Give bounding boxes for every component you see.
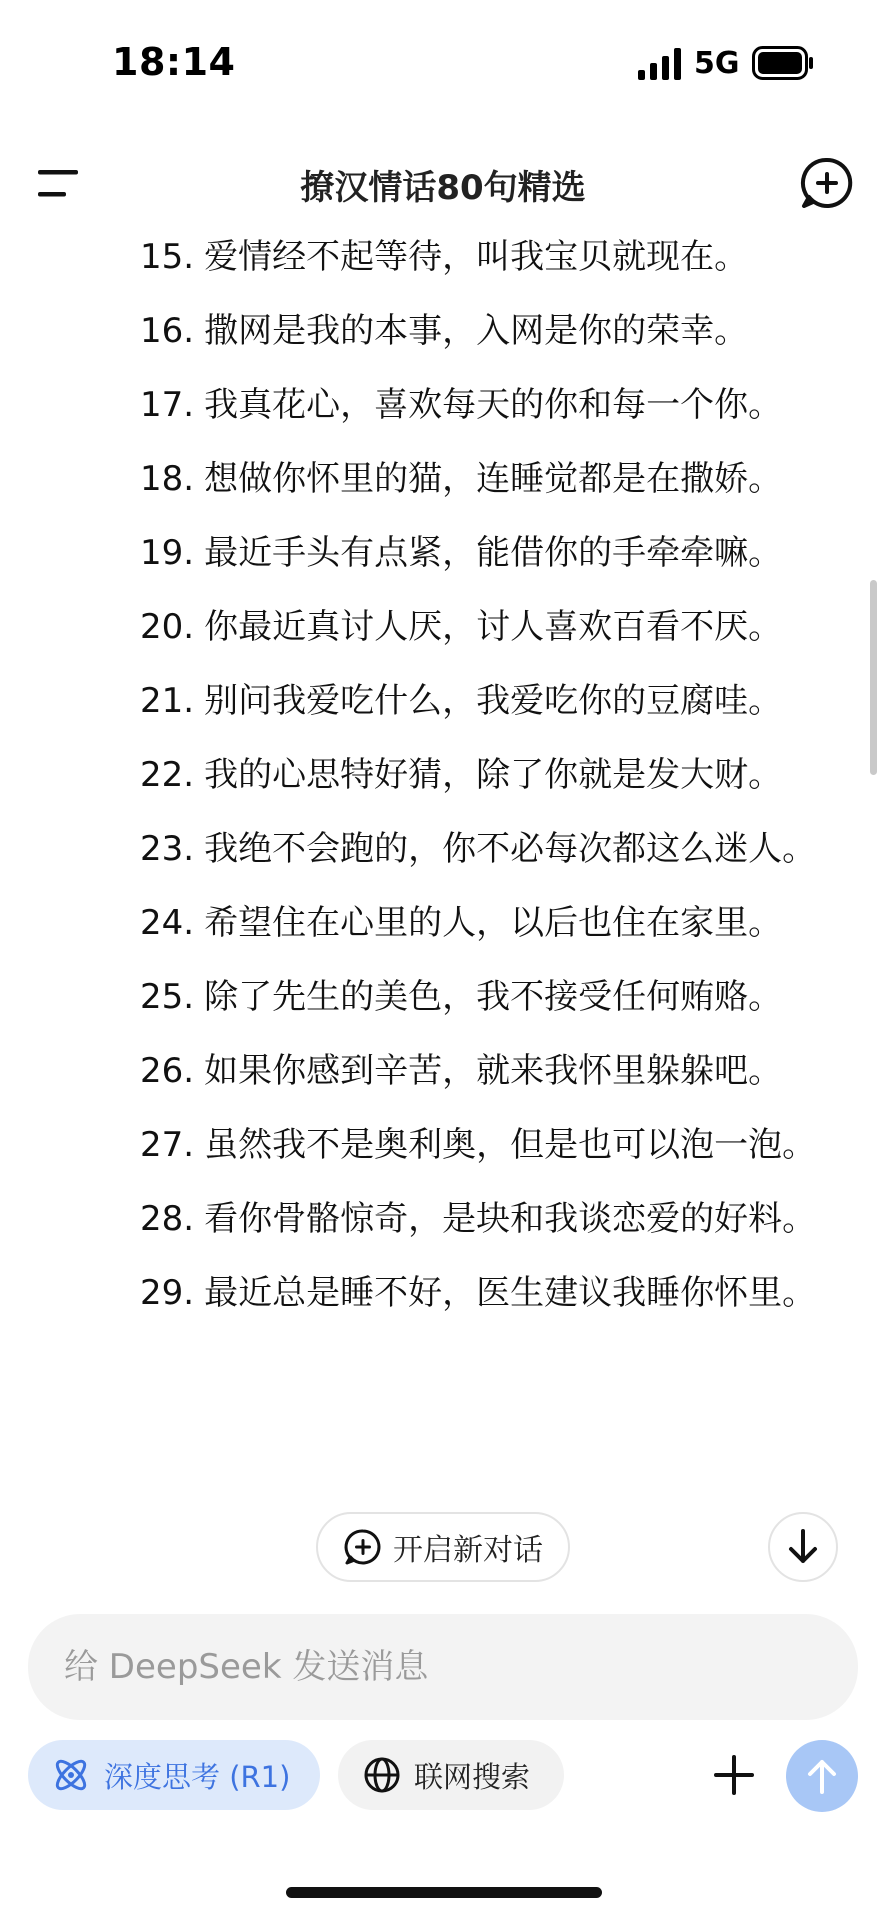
list-item <box>140 228 840 286</box>
list-item-number: 25. <box>140 977 195 1017</box>
list-item <box>140 376 840 434</box>
list-item-text: 最近手头有点紧，能借你的手牵牵嘛。 <box>204 533 783 573</box>
list-item-text: 虽然我不是奥利奥，但是也可以泡一泡。 <box>204 1125 817 1165</box>
list-item-text: 我真花心，喜欢每天的你和每一个你。 <box>204 385 783 425</box>
home-indicator <box>286 1887 602 1898</box>
list-item-number: 24. <box>140 903 195 943</box>
list-item <box>140 450 840 508</box>
plus-icon[interactable] <box>706 1747 762 1803</box>
list-item-text: 撒网是我的本事，入网是你的荣幸。 <box>204 311 749 351</box>
list-item-number: 18. <box>140 459 195 499</box>
list-item-text: 爱情经不起等待，叫我宝贝就现在。 <box>204 237 749 277</box>
list-item <box>140 1190 840 1248</box>
scroll-down-button[interactable] <box>768 1512 838 1582</box>
web-search-toggle[interactable] <box>338 1740 564 1810</box>
list-item-number: 28. <box>140 1199 195 1239</box>
list-item-number: 17. <box>140 385 195 425</box>
list-item <box>140 672 840 730</box>
list-item-text: 如果你感到辛苦，就来我怀里躲躲吧。 <box>204 1051 783 1091</box>
list-item-number: 21. <box>140 681 195 721</box>
list-item <box>140 598 840 656</box>
list-item-text: 想做你怀里的猫，连睡觉都是在撒娇。 <box>204 459 783 499</box>
list-item-text: 希望住在心里的人，以后也住在家里。 <box>204 903 783 943</box>
list-item-number: 22. <box>140 755 195 795</box>
battery-icon <box>752 46 814 80</box>
arrow-down-icon <box>785 1527 821 1567</box>
list-item-number: 27. <box>140 1125 195 1165</box>
scrollbar[interactable] <box>870 580 877 775</box>
network-label: 5G <box>694 46 740 81</box>
list-item-number: 23. <box>140 829 195 869</box>
list-item <box>140 1264 840 1322</box>
list-item-number: 20. <box>140 607 195 647</box>
list-item-text: 我的心思特好猜，除了你就是发大财。 <box>204 755 783 795</box>
list-item <box>140 524 840 582</box>
list-item-text: 别问我爱吃什么，我爱吃你的豆腐哇。 <box>204 681 783 721</box>
header <box>0 140 886 230</box>
status-bar <box>0 0 886 130</box>
list-item <box>140 894 840 952</box>
list-item <box>140 968 840 1026</box>
list-item-number: 26. <box>140 1051 195 1091</box>
list-item-number: 15. <box>140 237 195 277</box>
deepthink-toggle[interactable] <box>28 1740 320 1810</box>
new-conversation-label: 开启新对话 <box>393 1533 543 1568</box>
list-item-text: 看你骨骼惊奇，是块和我谈恋爱的好料。 <box>204 1199 817 1239</box>
deepthink-label: 深度思考 (R1) <box>104 1759 291 1794</box>
list-item-number: 29. <box>140 1273 195 1313</box>
new-chat-icon[interactable] <box>798 154 856 212</box>
bottom-toolbar <box>0 1740 886 1812</box>
list-item-number: 19. <box>140 533 195 573</box>
status-time: 18:14 <box>112 40 236 84</box>
list-item-text: 除了先生的美色，我不接受任何贿赂。 <box>204 977 783 1017</box>
globe-icon <box>362 1755 402 1795</box>
list-item <box>140 302 840 360</box>
page-title: 撩汉情话80句精选 <box>300 168 586 208</box>
list-item <box>140 1116 840 1174</box>
new-chat-icon <box>343 1527 383 1567</box>
new-conversation-button[interactable] <box>316 1512 570 1582</box>
list-item <box>140 820 840 878</box>
web-search-label: 联网搜索 <box>414 1759 531 1794</box>
list-item <box>140 1042 840 1100</box>
send-button[interactable] <box>786 1740 858 1812</box>
message-input[interactable] <box>28 1614 858 1720</box>
list-item-text: 你最近真讨人厌，讨人喜欢百看不厌。 <box>204 607 783 647</box>
atom-icon <box>50 1754 92 1796</box>
message-list[interactable] <box>140 228 840 1548</box>
list-item-text: 我绝不会跑的，你不必每次都这么迷人。 <box>204 829 817 869</box>
arrow-up-icon <box>804 1756 840 1796</box>
signal-icon <box>636 48 684 80</box>
list-item-number: 16. <box>140 311 195 351</box>
list-item <box>140 746 840 804</box>
list-item-text: 最近总是睡不好，医生建议我睡你怀里。 <box>204 1273 817 1313</box>
